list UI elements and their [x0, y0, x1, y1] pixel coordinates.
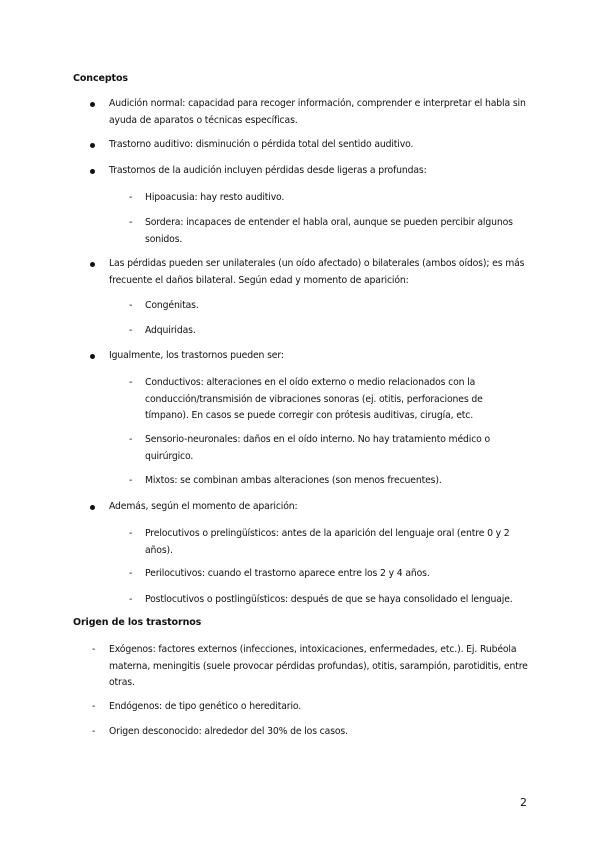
dash-marker: - — [129, 325, 133, 336]
bullet-text-perdidas: Las pérdidas pueden ser unilaterales (un oído afectado) o bilaterales (ambos oídos); es más frecuente el daños bilateral. Según edad y momento de aparición: — [109, 258, 525, 286]
bullet-text-ademas: Además, según el momento de aparición: — [109, 501, 298, 512]
origen-item-endogenos: Endógenos: de tipo genético o hereditario. — [109, 701, 302, 712]
origen-item-exogenos: Exógenos: factores externos (infecciones, intoxicaciones, enfermedades, etc.). Ej. Rubéola materna, meningitis (suele provocar pérdidas profundas), otitis, sarampión, parotiditis, entre otras. — [109, 644, 528, 688]
bullet-marker — [90, 169, 95, 174]
dash-marker: - — [129, 217, 133, 228]
section-heading-origen: Origen de los trastornos — [73, 617, 202, 628]
bullet-marker — [90, 354, 95, 359]
sub-item-hipoacusia: Hipoacusia: hay resto auditivo. — [145, 192, 285, 203]
dash-marker: - — [92, 726, 96, 737]
sub-item-sordera: Sordera: incapaces de entender el habla oral, aunque se pueden percibir algunos sonidos. — [145, 217, 513, 245]
bullet-marker — [90, 143, 95, 148]
sub-item-prelocutivos: Prelocutivos o prelingüísticos: antes de la aparición del lenguaje oral (entre 0 y 2 años). — [145, 528, 510, 556]
sub-item-sensorio-neuronales: Sensorio-neuronales: daños en el oído interno. No hay tratamiento médico o quirúrgico. — [145, 434, 491, 462]
dash-marker: - — [129, 528, 133, 539]
sub-item-mixtos: Mixtos: se combinan ambas alteraciones (son menos frecuentes). — [145, 475, 442, 486]
dash-marker: - — [129, 568, 133, 579]
sub-item-perilocutivos: Perilocutivos: cuando el trastorno aparece entre los 2 y 4 años. — [145, 568, 430, 579]
sub-item-congenitas: Congénitas. — [145, 300, 199, 311]
dash-marker: - — [92, 644, 96, 655]
sub-item-conductivos: Conductivos: alteraciones en el oído externo o medio relacionados con la conducción/transmisión de vibraciones sonoras (ej. otitis, perforaciones de tímpano). En casos se puede corregir con prótesis auditivas, cirugía, etc. — [145, 377, 483, 421]
origen-item-desconocido: Origen desconocido: alrededor del 30% de los casos. — [109, 726, 348, 737]
bullet-text-audicion-normal: Audición normal: capacidad para recoger información, comprender e interpretar el habla sin ayuda de aparatos o técnicas específicas. — [109, 98, 526, 126]
bullet-marker — [90, 505, 95, 510]
page-number: 2 — [520, 796, 527, 809]
dash-marker: - — [129, 594, 133, 605]
sub-item-postlocutivos: Postlocutivos o postlingüísticos: después de que se haya consolidado el lenguaje. — [145, 594, 513, 605]
dash-marker: - — [129, 434, 133, 445]
bullet-marker — [90, 262, 95, 267]
bullet-marker — [90, 102, 95, 107]
dash-marker: - — [129, 475, 133, 486]
bullet-text-trastorno-auditivo: Trastorno auditivo: disminución o pérdida total del sentido auditivo. — [109, 139, 414, 150]
dash-marker: - — [129, 377, 133, 388]
dash-marker: - — [92, 701, 96, 712]
dash-marker: - — [129, 192, 133, 203]
bullet-text-trastornos-audicion: Trastornos de la audición incluyen pérdidas desde ligeras a profundas: — [109, 165, 427, 176]
sub-item-adquiridas: Adquiridas. — [145, 325, 196, 336]
section-heading-conceptos: Conceptos — [73, 73, 128, 84]
bullet-text-igualmente: Igualmente, los trastornos pueden ser: — [109, 350, 284, 361]
dash-marker: - — [129, 300, 133, 311]
